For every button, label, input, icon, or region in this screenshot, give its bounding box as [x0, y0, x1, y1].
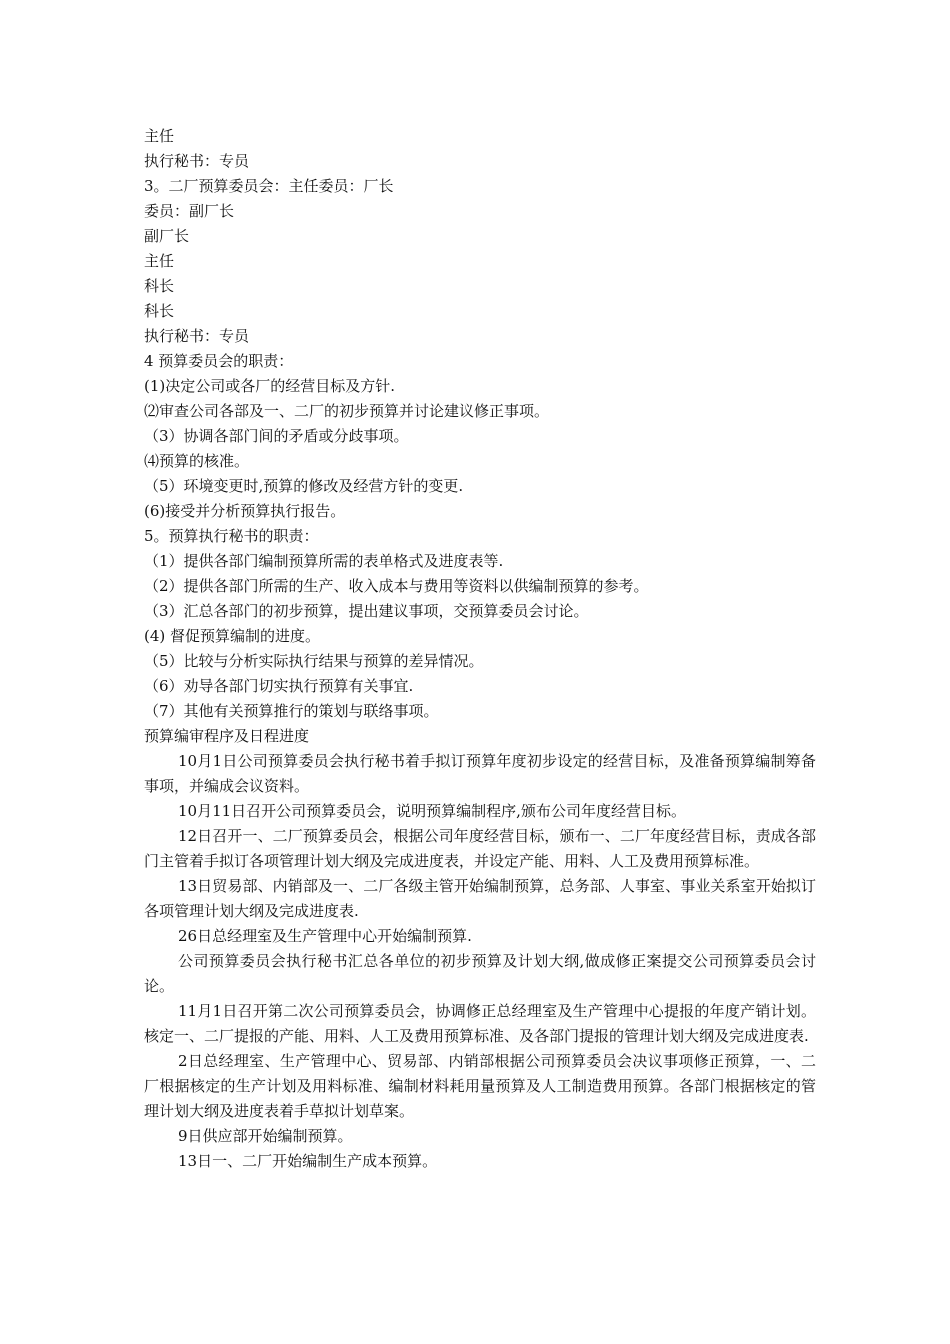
text-line: 执行秘书：专员 [144, 327, 250, 345]
paragraph: 11月1日召开第二次公司预算委员会，协调修正总经理室及生产管理中心提报的年度产销计划。核定一、二厂提报的产能、用料、人工及费用预算标准、及各部门提报的管理计划大纲及完成进度表. [144, 1002, 816, 1045]
list-item: （5）环境变更时,预算的修改及经营方针的变更. [144, 477, 464, 495]
list-item: （5）比较与分析实际执行结果与预算的差异情况。 [144, 652, 484, 670]
paragraph: 10月11日召开公司预算委员会，说明预算编制程序,颁布公司年度经营目标。 [178, 802, 686, 820]
paragraph: 9日供应部开始编制预算。 [178, 1127, 353, 1145]
text-line: 主任 [144, 252, 175, 270]
list-item: ⑷预算的核准。 [144, 452, 250, 470]
list-item: (1)决定公司或各厂的经营目标及方针. [144, 377, 396, 395]
list-item: （1）提供各部门编制预算所需的表单格式及进度表等. [144, 552, 504, 570]
paragraph: 2日总经理室、生产管理中心、贸易部、内销部根据公司预算委员会决议事项修正预算，一、二厂根据核定的生产计划及用料标准、编制材料耗用量预算及人工制造费用预算。各部门根据核定的管理计划大纲及进度表着手草拟计划草案。 [144, 1052, 816, 1120]
paragraph: 10月1日公司预算委员会执行秘书着手拟订预算年度初步设定的经营目标，及准备预算编制筹备事项，并编成会议资料。 [144, 752, 816, 795]
paragraph: 13日贸易部、内销部及一、二厂各级主管开始编制预算，总务部、人事室、事业关系室开始拟订各项管理计划大纲及完成进度表. [144, 877, 816, 920]
document-body [144, 124, 816, 1174]
text-line: 主任 [144, 127, 175, 145]
paragraph: 12日召开一、二厂预算委员会，根据公司年度经营目标，颁布一、二厂年度经营目标，责成各部门主管着手拟订各项管理计划大纲及完成进度表，并设定产能、用料、人工及费用预算标准。 [144, 827, 816, 870]
list-item: (4) 督促预算编制的进度。 [144, 627, 321, 645]
section-heading: 3。二厂预算委员会：主任委员：厂长 [144, 177, 394, 195]
list-item: (6)接受并分析预算执行报告。 [144, 502, 346, 520]
list-item: ⑵审查公司各部及一、二厂的初步预算并讨论建议修正事项。 [144, 402, 550, 420]
list-item: （7）其他有关预算推行的策划与联络事项。 [144, 702, 439, 720]
section-heading: 预算编审程序及日程进度 [144, 727, 310, 745]
text-line: 科长 [144, 277, 175, 295]
text-line: 执行秘书：专员 [144, 152, 250, 170]
paragraph: 公司预算委员会执行秘书汇总各单位的初步预算及计划大纲,做成修正案提交公司预算委员会讨论。 [144, 952, 816, 995]
text-line: 科长 [144, 302, 175, 320]
text-line: 副厂长 [144, 227, 190, 245]
list-item: （3）汇总各部门的初步预算，提出建议事项，交预算委员会讨论。 [144, 602, 589, 620]
list-item: （2）提供各部门所需的生产、收入成本与费用等资料以供编制预算的参考。 [144, 577, 649, 595]
section-heading: 5。预算执行秘书的职责： [144, 527, 319, 545]
section-heading: 4 预算委员会的职责： [144, 352, 294, 370]
list-item: （6）劝导各部门切实执行预算有关事宜. [144, 677, 414, 695]
list-item: （3）协调各部门间的矛盾或分歧事项。 [144, 427, 409, 445]
paragraph: 26日总经理室及生产管理中心开始编制预算. [178, 927, 472, 945]
text-line: 委员：副厂长 [144, 202, 235, 220]
paragraph: 13日一、二厂开始编制生产成本预算。 [178, 1152, 438, 1170]
